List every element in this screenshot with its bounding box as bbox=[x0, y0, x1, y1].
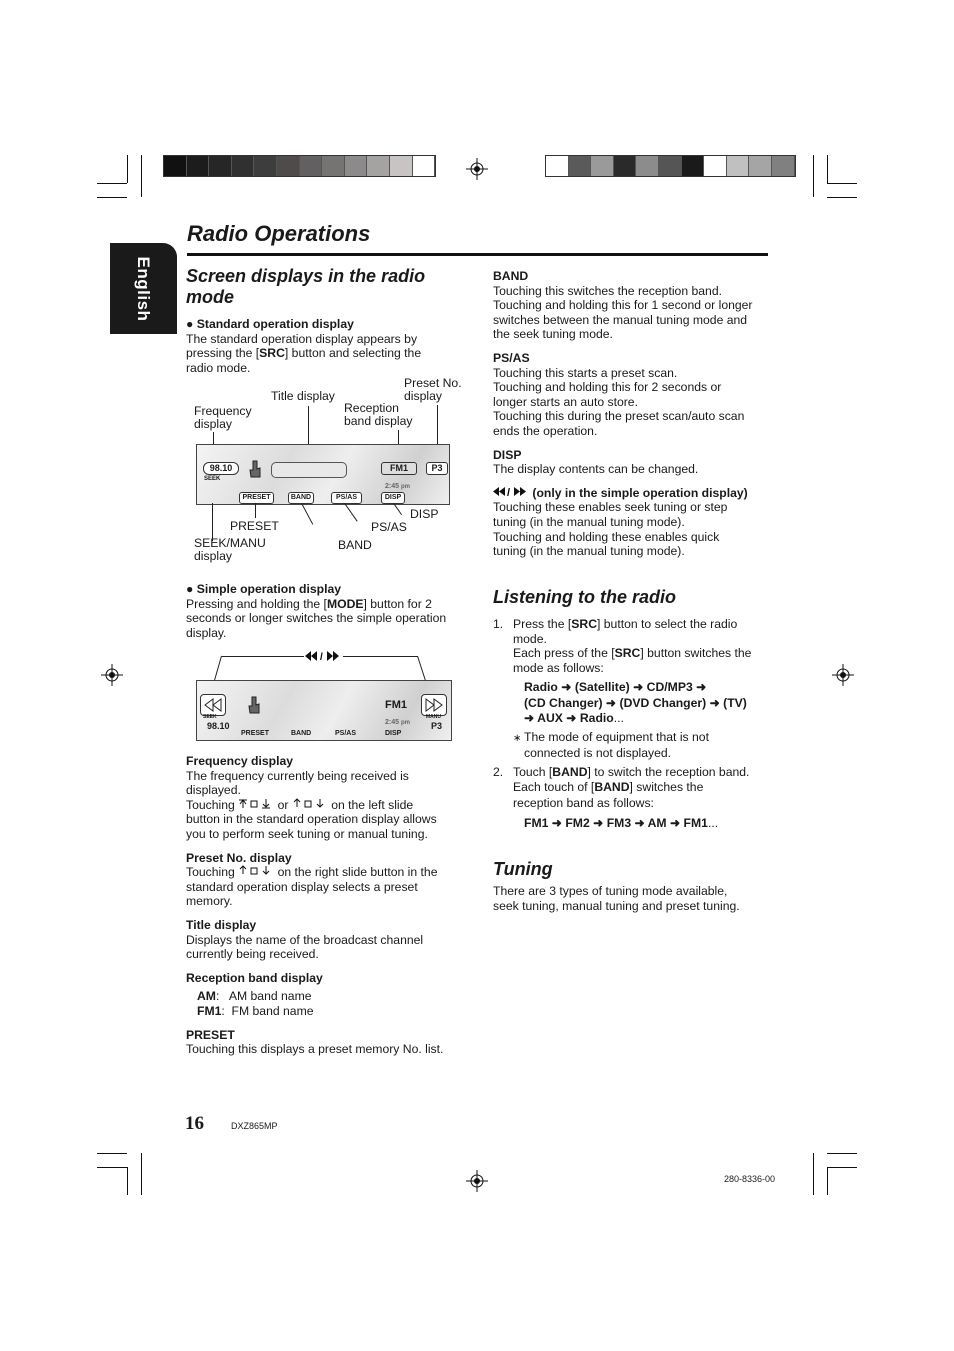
title-rule bbox=[187, 253, 768, 256]
calibration-swatch bbox=[164, 156, 187, 176]
seek-indicator: SEEK bbox=[203, 714, 217, 720]
band-readout: FM1 bbox=[385, 699, 407, 711]
label-preset-no: Preset No. display bbox=[404, 376, 462, 403]
body-text: Each press of the [SRC] button switches the bbox=[513, 646, 752, 661]
preset-number-readout: P3 bbox=[426, 462, 448, 475]
body-text: currently being received. bbox=[186, 947, 319, 962]
body-text: Touching and holding this for 2 seconds or bbox=[493, 380, 722, 395]
manual-touch-icon bbox=[292, 798, 328, 809]
registration-mark-icon bbox=[466, 158, 488, 180]
body-text: Touching and holding this for 1 second or longer bbox=[493, 298, 753, 313]
disp-heading: DISP bbox=[493, 447, 522, 462]
registration-mark-icon bbox=[832, 664, 854, 686]
body-text: the seek tuning mode. bbox=[493, 327, 613, 342]
preset-button[interactable]: PRESET bbox=[241, 730, 270, 737]
title-display-field bbox=[271, 462, 347, 478]
hand-touch-icon bbox=[246, 695, 262, 715]
mode-sequence: (CD Changer) ➜ (DVD Changer) ➜ (TV) bbox=[524, 695, 747, 710]
descriptions-block bbox=[186, 754, 476, 1057]
body-text: mode. bbox=[513, 631, 547, 646]
calibration-swatch bbox=[390, 156, 413, 176]
calibration-swatch bbox=[636, 156, 659, 176]
band-button[interactable]: BAND bbox=[288, 492, 314, 504]
seek-arrows-icon bbox=[493, 486, 529, 497]
standard-heading: ● Standard operation display bbox=[186, 317, 354, 331]
svg-text:/: / bbox=[320, 652, 323, 662]
page-title: Radio Operations bbox=[187, 221, 371, 246]
body-text: Touching these enables seek tuning or step bbox=[493, 500, 728, 515]
body-text: radio mode. bbox=[186, 360, 251, 375]
calibration-swatch bbox=[727, 156, 750, 176]
body-text: The frequency currently being received is bbox=[186, 768, 409, 783]
bullet-icon: ● bbox=[186, 582, 194, 596]
body-text: Touching this displays a preset memory No. list. bbox=[186, 1042, 444, 1057]
body-text: seek tuning, manual tuning and preset tuning. bbox=[493, 898, 740, 913]
body-text: Touching this during the preset scan/auto scan bbox=[493, 409, 745, 424]
am-row: AM: AM band name bbox=[197, 989, 312, 1004]
body-text: mode as follows: bbox=[513, 660, 604, 675]
simple-heading: ● Simple operation display bbox=[186, 582, 342, 596]
disp-button[interactable]: DISP bbox=[381, 492, 405, 504]
label-reception: Reception band display bbox=[344, 401, 413, 428]
presetno-heading: Preset No. display bbox=[186, 850, 292, 865]
calibration-swatch bbox=[659, 156, 682, 176]
body-text: seconds or longer switches the simple operation bbox=[186, 611, 447, 626]
body-text: you to perform seek tuning or manual tuning. bbox=[186, 826, 428, 841]
registration-mark-icon bbox=[466, 1170, 488, 1192]
frequency-readout: 98.10 bbox=[207, 721, 230, 731]
section-title-screen-displays: Screen displays in the radio mode bbox=[186, 266, 426, 307]
body-text: tuning (in the manual tuning mode). bbox=[493, 514, 685, 529]
calibration-swatch bbox=[209, 156, 232, 176]
body-text: Each touch of [BAND] switches the bbox=[513, 780, 704, 795]
psas-button[interactable]: PS/AS bbox=[331, 492, 362, 504]
label-seek-manu: SEEK/MANU display bbox=[194, 536, 266, 563]
clock-readout: 2:45 pm bbox=[385, 483, 410, 490]
registration-mark-icon bbox=[101, 664, 123, 686]
preset-heading: PRESET bbox=[186, 1027, 235, 1042]
manu-indicator: MANU bbox=[426, 714, 441, 720]
listening-section bbox=[493, 587, 773, 608]
calibration-swatch bbox=[187, 156, 210, 176]
lcd-screen-simple bbox=[196, 680, 452, 741]
model-number: DXZ865MP bbox=[231, 1121, 278, 1131]
calibration-swatch bbox=[254, 156, 277, 176]
calibration-swatch bbox=[614, 156, 637, 176]
calibration-swatch bbox=[546, 156, 569, 176]
seek-indicator: SEEK bbox=[204, 476, 221, 482]
calibration-swatch bbox=[772, 156, 795, 176]
calibration-swatch bbox=[749, 156, 772, 176]
standard-display-block bbox=[186, 317, 476, 375]
fast-forward-icon bbox=[422, 695, 446, 715]
psas-heading: PS/AS bbox=[493, 350, 530, 365]
body-text: reception band as follows: bbox=[513, 795, 654, 810]
calibration-swatch bbox=[300, 156, 323, 176]
title-heading: Title display bbox=[186, 917, 257, 932]
calibration-swatch bbox=[367, 156, 390, 176]
note: ∗ The mode of equipment that is not bbox=[513, 729, 709, 744]
freq-heading: Frequency display bbox=[186, 754, 294, 768]
svg-text:/: / bbox=[507, 486, 511, 497]
bullet-icon: ● bbox=[186, 317, 194, 331]
seek-down-button[interactable] bbox=[200, 694, 226, 716]
body-text: switches between the manual tuning mode and bbox=[493, 312, 748, 327]
seek-heading: / (only in the simple operation display) bbox=[493, 486, 773, 501]
body-text: longer starts an auto store. bbox=[493, 394, 638, 409]
seek-up-button[interactable] bbox=[421, 694, 447, 716]
body-text: Pressing and holding the [MODE] button for 2 bbox=[186, 596, 432, 611]
body-text: The standard operation display appears by bbox=[186, 331, 418, 346]
body-text: Touching or on the left slide bbox=[186, 797, 414, 812]
calibration-swatch bbox=[232, 156, 255, 176]
seek-touch-icon bbox=[238, 798, 274, 809]
seek-arrows-icon bbox=[305, 650, 343, 662]
label-psas: PS/AS bbox=[371, 520, 407, 534]
label-band: BAND bbox=[338, 538, 372, 552]
step-2: 2. Touch [BAND] to switch the reception band. bbox=[493, 764, 750, 779]
preset-touch-icon bbox=[238, 865, 274, 876]
left-column bbox=[186, 266, 476, 308]
calibration-swatch bbox=[277, 156, 300, 176]
page-number: 16 bbox=[185, 1113, 204, 1134]
band-sequence: FM1 ➜ FM2 ➜ FM3 ➜ AM ➜ FM1... bbox=[524, 816, 719, 831]
clock-readout: 2:45 pm bbox=[385, 719, 410, 726]
mode-sequence: Radio ➜ (Satellite) ➜ CD/MP3 ➜ bbox=[524, 680, 707, 695]
preset-number-readout: P3 bbox=[431, 721, 443, 731]
label-title-display: Title display bbox=[271, 389, 335, 403]
tuning-section bbox=[493, 859, 773, 913]
band-button[interactable]: BAND bbox=[291, 730, 312, 737]
mode-sequence: ➜ AUX ➜ Radio... bbox=[524, 711, 624, 726]
body-text: Touching this starts a preset scan. bbox=[493, 365, 678, 380]
listening-steps bbox=[493, 617, 773, 831]
section-title-listening: Listening to the radio bbox=[493, 587, 676, 607]
reception-heading: Reception band display bbox=[186, 970, 323, 985]
body-text: Displays the name of the broadcast channel bbox=[186, 932, 424, 947]
body-text: Touching and holding these enables quick bbox=[493, 529, 720, 544]
body-text: ends the operation. bbox=[493, 423, 598, 438]
body-text: The display contents can be changed. bbox=[493, 462, 699, 477]
section-title-tuning: Tuning bbox=[493, 859, 553, 879]
calibration-bar-right bbox=[545, 155, 796, 177]
label-frequency: Frequency display bbox=[194, 404, 252, 431]
calibration-swatch bbox=[322, 156, 345, 176]
fm-row: FM1: FM band name bbox=[197, 1003, 314, 1018]
calibration-bar-left bbox=[163, 155, 436, 177]
step-1: 1. Press the [SRC] button to select the radio bbox=[493, 617, 738, 631]
calibration-swatch bbox=[704, 156, 727, 176]
disp-button[interactable]: DISP bbox=[385, 730, 402, 737]
calibration-swatch bbox=[682, 156, 705, 176]
body-text: button in the standard operation display allows bbox=[186, 812, 437, 827]
frequency-readout: 98.10 bbox=[203, 462, 239, 475]
body-text: standard operation display selects a preset bbox=[186, 879, 418, 894]
language-tab: English bbox=[110, 243, 177, 334]
preset-button[interactable]: PRESET bbox=[239, 492, 274, 504]
calibration-swatch bbox=[569, 156, 592, 176]
label-preset: PRESET bbox=[230, 519, 279, 533]
body-text: Touching on the right slide button in the bbox=[186, 865, 438, 880]
band-heading: BAND bbox=[493, 269, 529, 283]
body-text: memory. bbox=[186, 894, 233, 909]
document-code: 280-8336-00 bbox=[724, 1174, 776, 1184]
calibration-swatch bbox=[413, 156, 436, 176]
lcd-screen-standard bbox=[196, 444, 450, 505]
body-text: tuning (in the manual tuning mode). bbox=[493, 544, 685, 559]
body-text: pressing the [SRC] button and selecting the bbox=[186, 346, 422, 361]
simple-display-block bbox=[186, 582, 476, 640]
psas-button[interactable]: PS/AS bbox=[335, 730, 357, 737]
rewind-icon bbox=[201, 695, 225, 715]
hand-touch-icon bbox=[247, 459, 263, 479]
body-text: display. bbox=[186, 625, 227, 640]
label-disp: DISP bbox=[410, 507, 439, 521]
band-readout: FM1 bbox=[381, 462, 417, 475]
body-text: There are 3 types of tuning mode available, bbox=[493, 884, 728, 898]
body-text: displayed. bbox=[186, 783, 241, 798]
note: connected is not displayed. bbox=[524, 746, 672, 761]
calibration-swatch bbox=[345, 156, 368, 176]
right-column bbox=[493, 269, 773, 559]
body-text: Touching this switches the reception band. bbox=[493, 283, 722, 298]
calibration-swatch bbox=[591, 156, 614, 176]
